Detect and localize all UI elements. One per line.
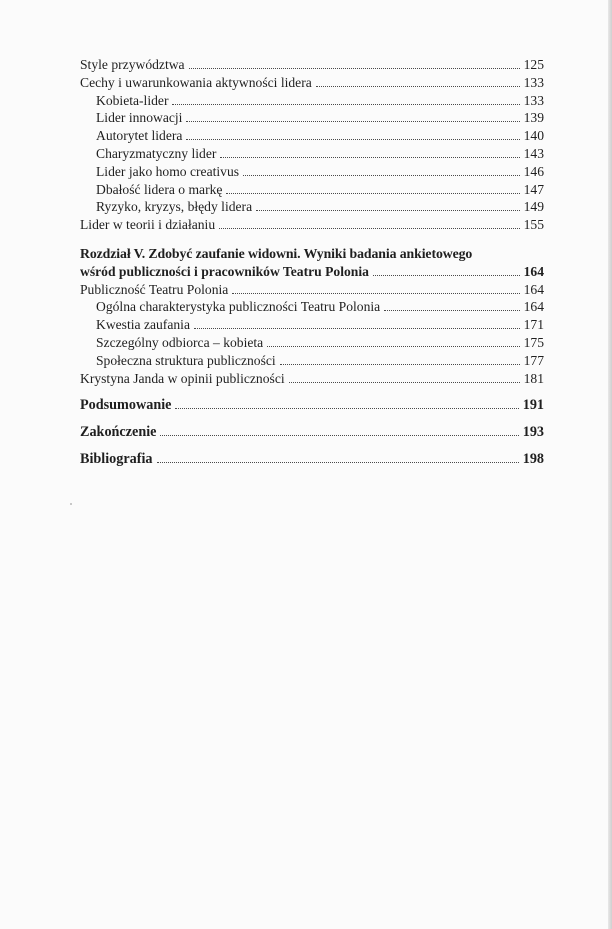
toc-page-number: 149 — [523, 199, 544, 215]
toc-subentry — [80, 163, 544, 181]
table-of-contents — [80, 56, 544, 469]
toc-page-number: 143 — [523, 145, 544, 161]
toc-entry-label: Publiczność Teatru Polonia — [80, 281, 229, 297]
toc-entry-label: Bibliografia — [80, 450, 153, 467]
toc-subentry — [80, 109, 544, 127]
toc-entry — [80, 216, 544, 234]
dot-leader — [232, 293, 519, 294]
toc-major-entry — [80, 451, 544, 469]
toc-entry-label: Lider w teorii i działaniu — [80, 217, 216, 233]
toc-page-number: 147 — [523, 181, 544, 197]
toc-entry-label: Style przywództwa — [80, 57, 185, 72]
toc-entry-label: Ryzyko, kryzys, błędy lidera — [96, 199, 253, 215]
dot-leader — [384, 310, 519, 311]
toc-page-number: 140 — [523, 128, 544, 144]
toc-subentry — [80, 127, 544, 145]
toc-entry-label: Szczególny odbiorca – kobieta — [96, 334, 264, 350]
toc-page-number: 146 — [523, 163, 544, 179]
toc-page-number: 139 — [523, 110, 544, 126]
toc-entry-label: Kwestia zaufania — [96, 317, 190, 333]
toc-page-number: 164 — [523, 299, 544, 315]
dot-leader — [194, 328, 520, 329]
toc-entry-label: Krystyna Janda w opinii publiczności — [80, 370, 285, 386]
dot-leader — [243, 175, 520, 176]
dot-leader — [219, 228, 519, 229]
toc-entry-label: Kobieta-lider — [96, 92, 169, 108]
dot-leader — [175, 408, 518, 409]
toc-subentry — [80, 352, 544, 370]
toc-major-entry — [80, 424, 544, 442]
toc-page-number: 181 — [523, 370, 544, 386]
dot-leader — [186, 139, 519, 140]
toc-entry-label: Lider innowacji — [96, 110, 183, 126]
toc-entry — [80, 56, 544, 74]
chapter-heading — [80, 245, 544, 281]
toc-entry-label: Dbałość lidera o markę — [96, 181, 223, 197]
dot-leader — [172, 104, 519, 105]
toc-entry-label: Autorytet lidera — [96, 128, 183, 144]
toc-entry-label: Lider jako homo creativus — [96, 163, 240, 179]
toc-entry-label: Cechy i uwarunkowania aktywności lidera — [80, 74, 312, 90]
toc-page-number: 191 — [522, 397, 544, 414]
toc-page-number: 193 — [522, 424, 544, 441]
chapter-title-label: wśród publiczności i pracowników Teatru Polonia — [80, 263, 369, 279]
toc-entry — [80, 370, 544, 388]
toc-subentry — [80, 92, 544, 110]
dot-leader — [373, 275, 520, 276]
dot-leader — [316, 86, 520, 87]
toc-entry-label: Charyzmatyczny lider — [96, 145, 217, 161]
dot-leader — [256, 210, 519, 211]
chapter-title-line-2 — [80, 263, 544, 281]
toc-page-number: 198 — [522, 450, 544, 467]
dot-leader — [186, 121, 519, 122]
toc-major-entry — [80, 397, 544, 415]
toc-subentry — [80, 145, 544, 163]
toc-page-number: 175 — [523, 334, 544, 350]
toc-entry-label: Podsumowanie — [80, 397, 172, 414]
dot-leader — [226, 193, 519, 194]
dot-leader — [160, 435, 518, 436]
toc-page-number: 171 — [523, 317, 544, 333]
dot-leader — [157, 462, 519, 463]
page-edge-shadow — [608, 0, 612, 929]
toc-page-number: 125 — [523, 57, 544, 72]
toc-page-number: 133 — [523, 92, 544, 108]
toc-entry-label: Ogólna charakterystyka publiczności Teatru Polonia — [96, 299, 381, 315]
toc-entry — [80, 281, 544, 299]
scan-speck — [70, 503, 72, 505]
toc-subentry — [80, 198, 544, 216]
dot-leader — [220, 157, 519, 158]
dot-leader — [280, 364, 520, 365]
toc-entry — [80, 74, 544, 92]
dot-leader — [189, 68, 520, 69]
toc-page-number: 177 — [523, 352, 544, 368]
dot-leader — [267, 346, 519, 347]
toc-subentry — [80, 316, 544, 334]
toc-page-number: 164 — [523, 263, 544, 279]
toc-subentry — [80, 298, 544, 316]
toc-entry-label: Społeczna struktura publiczności — [96, 352, 276, 368]
toc-page-number: 133 — [523, 74, 544, 90]
toc-subentry — [80, 181, 544, 199]
toc-page-number: 155 — [523, 217, 544, 233]
toc-page-number: 164 — [523, 281, 544, 297]
dot-leader — [289, 382, 520, 383]
toc-subentry — [80, 334, 544, 352]
chapter-title-line-1: Rozdział V. Zdobyć zaufanie widowni. Wyniki badania ankietowego — [80, 245, 473, 261]
toc-entry-label: Zakończenie — [80, 424, 157, 441]
